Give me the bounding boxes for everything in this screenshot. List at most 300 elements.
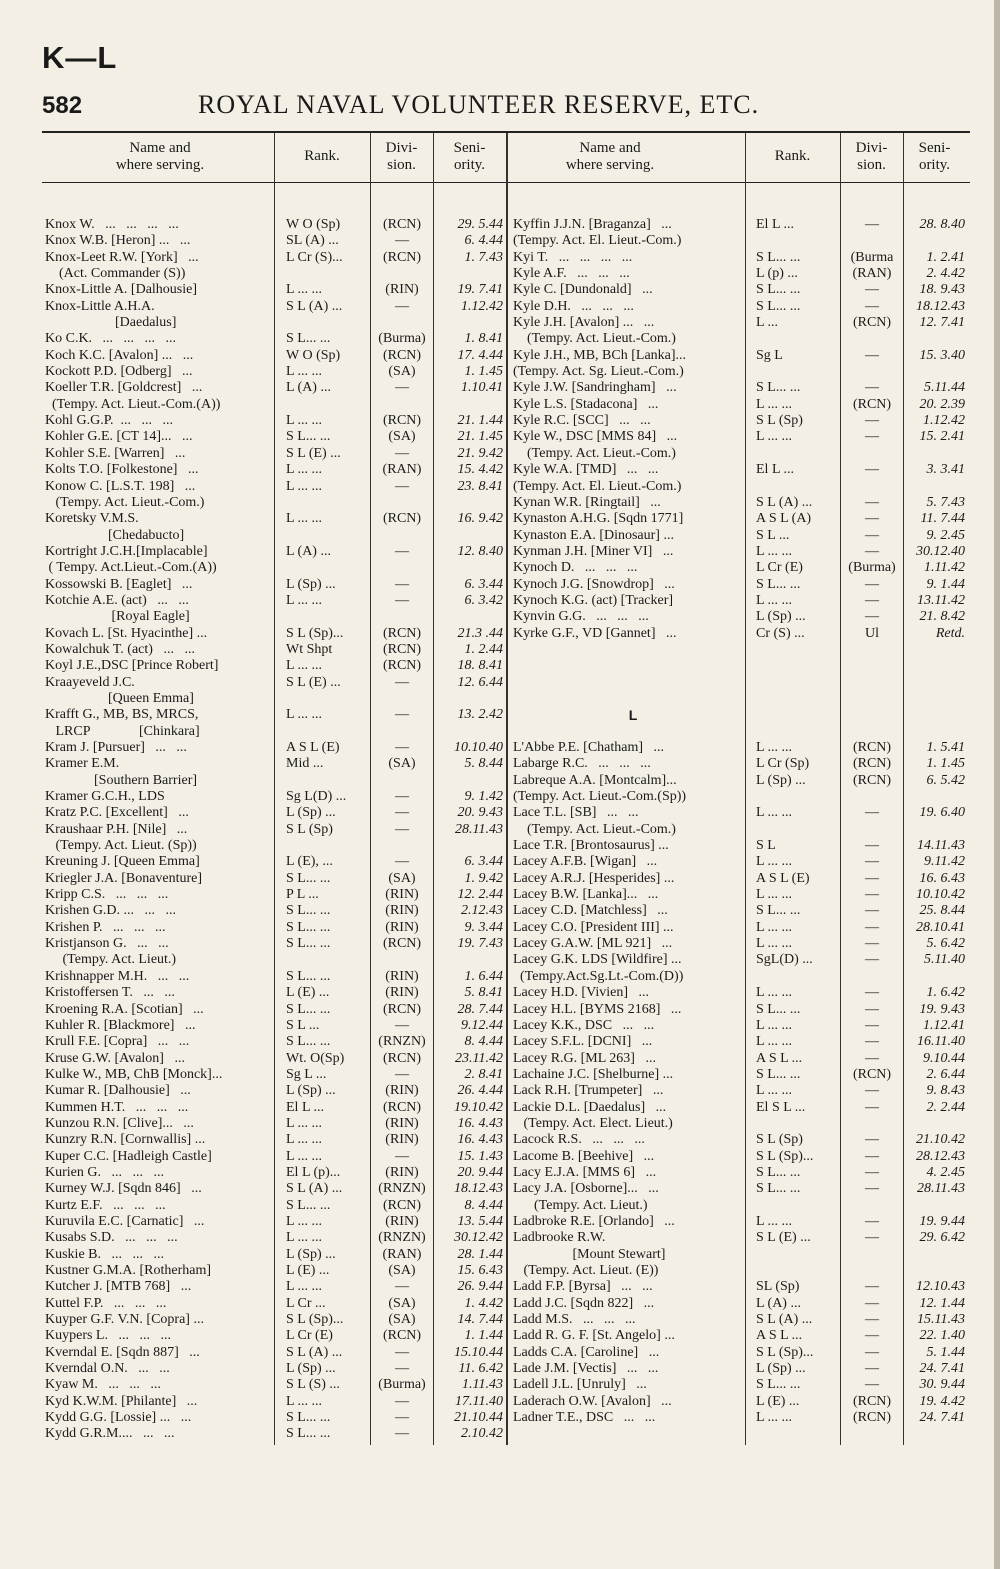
entry-seniority: 25. 8.44 xyxy=(919,903,965,919)
entry-name: Kolts T.O. [Folkestone] ... xyxy=(45,462,199,478)
entry-rank: S L (E) ... xyxy=(756,1230,811,1246)
entry-division: (RIN) xyxy=(385,1213,419,1229)
entry-name: Kurien G. ... ... ... xyxy=(45,1164,164,1180)
entry-seniority: 23.11.42 xyxy=(455,1050,503,1066)
entry-name: Labarge R.C. ... ... ... xyxy=(513,756,651,772)
entry-rank: L ... ... xyxy=(286,462,323,478)
entry-seniority: 12. 2.44 xyxy=(457,887,503,903)
entry-name: Ladd M.S. ... ... ... xyxy=(513,1312,636,1328)
entry-row xyxy=(45,1181,507,1197)
entry-row xyxy=(45,331,507,347)
entry-name: (Act. Commander (S)) xyxy=(45,266,186,282)
entry-name: Kortright J.C.H.[Implacable] xyxy=(45,543,208,559)
entry-name: Kyle J.H., MB, BCh [Lanka]... xyxy=(513,347,687,363)
entry-rank: L ... ... xyxy=(756,592,793,608)
entry-name: Krishnapper M.H. ... ... xyxy=(45,968,190,984)
entry-row xyxy=(513,1132,968,1148)
entry-row xyxy=(45,920,507,936)
entry-row xyxy=(45,593,507,609)
entry-name: Kurney W.J. [Sqdn 846] ... xyxy=(45,1181,202,1197)
entry-row xyxy=(45,740,507,756)
entry-name: Kuttel F.P. ... ... ... xyxy=(45,1295,167,1311)
entry-rank: S L (Sp)... xyxy=(286,625,344,641)
entry-division: (Burma xyxy=(850,249,894,265)
entry-seniority: 9.10.44 xyxy=(923,1050,965,1066)
entry-name: Kyffin J.J.N. [Braganza] ... xyxy=(513,217,672,232)
entry-row xyxy=(513,936,968,952)
entry-row xyxy=(45,1345,507,1361)
entry-division: — xyxy=(395,1426,409,1442)
entry-division: — xyxy=(395,821,409,837)
entry-seniority: 15.10.44 xyxy=(454,1344,503,1360)
entry-name: [Mount Stewart] xyxy=(513,1246,666,1262)
entry-rank: El L ... xyxy=(756,217,794,232)
entry-seniority: 28.12.43 xyxy=(916,1148,965,1164)
entry-rank: L ... ... xyxy=(756,854,793,870)
entry-seniority: 19. 6.40 xyxy=(919,805,965,821)
entry-division: — xyxy=(865,527,879,543)
entry-name: Lacey A.R.J. [Hesperides] ... xyxy=(513,870,675,886)
entry-division: (RCN) xyxy=(852,772,892,788)
entry-seniority: 1.10.41 xyxy=(461,380,503,396)
entry-name: Lacock R.S. ... ... ... xyxy=(513,1132,645,1148)
entry-rank: S L (A) ... xyxy=(286,298,343,314)
entry-seniority: 5.11.44 xyxy=(924,380,965,396)
entry-seniority: 18. 8.41 xyxy=(457,658,503,674)
entry-seniority: 12. 1.44 xyxy=(919,1295,965,1311)
entry-rank: S L (A) ... xyxy=(286,1181,343,1197)
entry-rank: S L... ... xyxy=(756,282,801,298)
entry-name: Lacey C.D. [Matchless] ... xyxy=(513,903,668,919)
entry-seniority: 1.12.42 xyxy=(461,298,503,314)
entry-seniority: 15.11.43 xyxy=(917,1312,965,1328)
entry-division: — xyxy=(395,592,409,608)
entry-row xyxy=(513,1312,968,1328)
entry-division: — xyxy=(865,429,879,445)
entry-row xyxy=(45,217,507,233)
entry-name: L'Abbe P.E. [Chatham] ... xyxy=(513,740,665,755)
entry-name: Kydd G.R.M.... ... ... xyxy=(45,1426,175,1442)
entry-division: (RAN) xyxy=(382,462,422,478)
entry-row xyxy=(513,1034,968,1050)
entry-seniority: 22. 1.40 xyxy=(919,1328,965,1344)
entry-row xyxy=(45,282,507,298)
entry-name: Kristoffersen T. ... ... xyxy=(45,985,175,1001)
entry-name: (Tempy. Act. Sg. Lieut.-Com.) xyxy=(513,364,684,380)
entry-division: (RNZN) xyxy=(378,1034,426,1050)
entry-name: Lachaine J.C. [Shelburne] ... xyxy=(513,1066,674,1082)
entry-seniority: 3. 3.41 xyxy=(926,462,965,478)
entry-rank: P L ... xyxy=(286,887,319,903)
entry-division: — xyxy=(395,674,409,690)
entry-name: Kuhler R. [Blackmore] ... xyxy=(45,1017,196,1033)
entry-name: (Tempy. Act. Lieut.) xyxy=(513,1197,648,1213)
entry-rank: L (E) ... xyxy=(756,1393,800,1409)
entry-row xyxy=(513,544,968,560)
entry-row xyxy=(45,871,507,887)
entry-name: Kyle J.W. [Sandringham] ... xyxy=(513,380,677,396)
entry-division: (RIN) xyxy=(385,1115,419,1131)
entry-seniority: 20. 9.43 xyxy=(457,805,503,821)
entry-rank: L ... ... xyxy=(286,1132,323,1148)
entry-name: Kraayeveld J.C. xyxy=(45,674,135,690)
entry-row xyxy=(45,985,507,1001)
page-edge xyxy=(994,0,1000,1569)
entry-division: — xyxy=(865,1181,879,1197)
entry-division: — xyxy=(865,413,879,429)
entry-division: — xyxy=(865,1099,879,1115)
entry-name: Kyaw M. ... ... ... xyxy=(45,1377,161,1393)
entry-name: Kydd G.G. [Lossie] ... ... xyxy=(45,1410,192,1426)
entry-division: (SA) xyxy=(388,1263,416,1278)
entry-row xyxy=(513,479,968,495)
entry-row xyxy=(513,397,968,413)
entry-seniority: 15. 6.43 xyxy=(457,1263,503,1278)
entry-rank: S L... ... xyxy=(286,1410,331,1426)
entry-name: (Tempy. Act. Lieut.-Com.) xyxy=(513,445,676,461)
entry-row xyxy=(513,560,968,576)
entry-seniority: 17.11.40 xyxy=(455,1393,503,1409)
entry-name: Ladds C.A. [Caroline] ... xyxy=(513,1344,660,1360)
entry-row xyxy=(513,1296,968,1312)
entry-division: — xyxy=(865,1017,879,1033)
entry-name: Kossowski B. [Eaglet] ... xyxy=(45,576,193,592)
header-division: Divi- sion. xyxy=(385,140,418,173)
entry-division: — xyxy=(865,609,879,625)
entry-name: (Tempy.Act.Sg.Lt.-Com.(D)) xyxy=(513,968,684,984)
entry-row xyxy=(45,854,507,870)
entry-row xyxy=(45,707,507,723)
entry-seniority: 30.12.42 xyxy=(454,1230,503,1246)
entry-row xyxy=(45,1263,507,1279)
entry-rank: L (Sp) ... xyxy=(286,576,336,592)
entry-row xyxy=(513,282,968,298)
entry-rank: L (E) ... xyxy=(286,1263,330,1278)
entry-name: Kummen H.T. ... ... ... xyxy=(45,1099,189,1115)
entry-division: — xyxy=(865,1230,879,1246)
entry-name: Lacey H.D. [Vivien] ... xyxy=(513,985,650,1001)
entry-row xyxy=(513,887,968,903)
entry-division: — xyxy=(865,1213,879,1229)
entry-row xyxy=(513,920,968,936)
entry-name: Kverndal E. [Sqdn 887] ... xyxy=(45,1344,200,1360)
entry-division: — xyxy=(395,1066,409,1082)
entry-name: Lack R.H. [Trumpeter] ... xyxy=(513,1083,664,1099)
entry-row xyxy=(45,658,507,674)
entry-seniority: 13.11.42 xyxy=(917,592,965,608)
entry-rank: A S L ... xyxy=(756,1050,803,1066)
entry-seniority: 11. 7.44 xyxy=(920,511,965,527)
header-name: Name and where serving. xyxy=(565,140,655,173)
entry-name: Kuper C.C. [Hadleigh Castle] xyxy=(45,1148,212,1164)
entry-seniority: Retd. xyxy=(935,625,965,641)
entry-division: (RCN) xyxy=(382,511,422,527)
entry-row xyxy=(513,985,968,1001)
entry-name: (Tempy. Act. Lieut.) xyxy=(45,952,177,968)
entry-row xyxy=(513,413,968,429)
entry-division: — xyxy=(395,445,409,461)
entry-seniority: 9. 1.44 xyxy=(926,576,965,592)
entry-seniority: 19.10.42 xyxy=(454,1099,503,1115)
entry-seniority: 5. 8.44 xyxy=(464,756,503,772)
entry-row xyxy=(513,952,968,968)
entry-name: Krishen P. ... ... ... xyxy=(45,919,166,935)
entry-row xyxy=(513,1051,968,1067)
spacer xyxy=(513,642,968,658)
entry-division: (SA) xyxy=(388,429,416,445)
entry-rank: L ... ... xyxy=(756,919,793,935)
entry-row xyxy=(45,1312,507,1328)
entry-rank: L ... ... xyxy=(756,1017,793,1033)
entry-division: (RCN) xyxy=(852,1066,892,1082)
entry-row xyxy=(513,315,968,331)
entry-row xyxy=(45,952,507,968)
entry-division: (RIN) xyxy=(385,1132,419,1148)
entry-name: Knox-Little A. [Dalhousie] xyxy=(45,282,198,298)
entry-row xyxy=(45,887,507,903)
entry-name: Kyle W., DSC [MMS 84] ... xyxy=(513,429,678,445)
entry-division: — xyxy=(865,1328,879,1344)
entry-seniority: 28.11.43 xyxy=(917,1181,965,1197)
entry-division: — xyxy=(395,1344,409,1360)
entry-rank: L ... ... xyxy=(756,936,793,952)
entry-rank: S L... ... xyxy=(756,249,801,265)
entry-seniority: 28. 1.44 xyxy=(457,1246,503,1262)
entry-division: — xyxy=(395,1393,409,1409)
entry-row xyxy=(45,1132,507,1148)
entry-rank: Cr (S) ... xyxy=(756,625,805,641)
entry-name: Ladd J.C. [Sqdn 822] ... xyxy=(513,1295,655,1311)
entry-name: Krafft G., MB, BS, MRCS, xyxy=(45,707,199,723)
entry-name: Laderach O.W. [Avalon] ... xyxy=(513,1393,672,1409)
entry-row xyxy=(45,691,507,707)
entry-division: — xyxy=(395,233,409,249)
entry-seniority: 29. 5.44 xyxy=(457,217,503,232)
entry-row xyxy=(45,397,507,413)
entry-division: (RCN) xyxy=(852,396,892,412)
entry-name: Krull F.E. [Copra] ... ... xyxy=(45,1034,190,1050)
entry-rank: S L... ... xyxy=(286,968,331,984)
entry-division: (SA) xyxy=(388,364,416,380)
entry-rank: S L (A) ... xyxy=(286,1344,343,1360)
entry-row xyxy=(45,773,507,789)
entry-row xyxy=(45,1361,507,1377)
entry-division: — xyxy=(395,789,409,805)
entry-name: Lacy E.J.A. [MMS 6] ... xyxy=(513,1164,657,1180)
entry-row xyxy=(513,511,968,527)
entry-rank: El L (p)... xyxy=(286,1164,341,1180)
entry-seniority: 9. 1.42 xyxy=(464,789,503,805)
entry-seniority: 18.12.43 xyxy=(916,298,965,314)
entry-row xyxy=(45,462,507,478)
entry-seniority: 10.10.40 xyxy=(454,740,503,755)
entry-row xyxy=(513,1394,968,1410)
entry-row xyxy=(45,577,507,593)
entry-name: Kramer E.M. xyxy=(45,756,120,772)
entry-row xyxy=(513,593,968,609)
header-rank: Rank. xyxy=(304,148,340,164)
entry-rank: SL (Sp) xyxy=(756,1279,800,1295)
entry-seniority: 2. 2.44 xyxy=(926,1099,965,1115)
entry-rank: A S L (E) xyxy=(286,740,340,755)
entry-name: Ladd F.P. [Byrsa] ... ... xyxy=(513,1279,653,1295)
entry-row xyxy=(45,413,507,429)
entry-seniority: 14. 7.44 xyxy=(457,1312,503,1328)
entry-row xyxy=(45,1198,507,1214)
entry-division: (RNZN) xyxy=(378,1230,426,1246)
entry-seniority: 21.10.42 xyxy=(916,1132,965,1148)
entry-seniority: 5. 8.41 xyxy=(464,985,503,1001)
entry-division: — xyxy=(865,838,879,854)
entry-name: Kyle D.H. ... ... ... xyxy=(513,298,634,314)
entry-rank: S L... ... xyxy=(286,1001,331,1017)
header-name: Name and where serving. xyxy=(115,140,205,173)
entry-rank: L (Sp) ... xyxy=(756,1361,806,1377)
entry-division: — xyxy=(865,903,879,919)
entry-name: Kuypers L. ... ... ... xyxy=(45,1328,171,1344)
entry-division: (RIN) xyxy=(385,1083,419,1099)
entry-name: Kyle J.H. [Avalon] ... ... xyxy=(513,315,655,331)
entry-division: — xyxy=(865,1361,879,1377)
entry-division: — xyxy=(395,1279,409,1295)
entry-division: (RCN) xyxy=(852,1393,892,1409)
entry-seniority: 17. 4.44 xyxy=(457,347,503,363)
entry-row xyxy=(45,756,507,772)
entry-seniority: 6. 4.44 xyxy=(464,233,503,249)
entry-seniority: 23. 8.41 xyxy=(457,478,503,494)
entry-rank: L (Sp) ... xyxy=(286,1246,336,1262)
entry-row xyxy=(45,1394,507,1410)
entry-rank: L ... ... xyxy=(286,1230,323,1246)
entry-row xyxy=(45,626,507,642)
entry-rank: L ... ... xyxy=(756,396,793,412)
entry-rank: S L... ... xyxy=(286,903,331,919)
entry-division: (RCN) xyxy=(852,315,892,331)
entry-division: — xyxy=(865,936,879,952)
entry-row xyxy=(513,1214,968,1230)
entry-row xyxy=(45,1214,507,1230)
entry-rank: W O (Sp) xyxy=(286,217,341,232)
entry-row xyxy=(45,1247,507,1263)
entry-rank: L ... ... xyxy=(286,282,323,298)
entry-row xyxy=(513,577,968,593)
entry-seniority: 21. 1.45 xyxy=(457,429,503,445)
entry-row xyxy=(45,1034,507,1050)
entry-seniority: 5. 7.43 xyxy=(926,494,965,510)
entry-row xyxy=(513,903,968,919)
entry-name: LRCP [Chinkara] xyxy=(45,723,200,739)
entry-name: Kuskie B. ... ... ... xyxy=(45,1246,164,1262)
entry-seniority: 18.12.43 xyxy=(454,1181,503,1197)
entry-rank: S L... ... xyxy=(286,331,331,347)
entry-seniority: 29. 6.42 xyxy=(919,1230,965,1246)
entry-division: — xyxy=(865,1083,879,1099)
entry-row xyxy=(45,609,507,625)
entry-division: (RNZN) xyxy=(378,1181,426,1197)
entry-row xyxy=(45,1296,507,1312)
entry-row xyxy=(513,380,968,396)
entry-row xyxy=(45,1328,507,1344)
entry-division: (RCN) xyxy=(382,347,422,363)
entry-row xyxy=(45,380,507,396)
entry-name: [Queen Emma] xyxy=(45,690,194,706)
entry-seniority: 28.10.41 xyxy=(916,919,965,935)
entry-division: — xyxy=(865,952,879,968)
entry-row xyxy=(513,1067,968,1083)
entry-name: Lacome B. [Beehive] ... xyxy=(513,1148,655,1164)
entry-rank: Sg L xyxy=(756,347,783,363)
entry-row xyxy=(45,1100,507,1116)
entry-rank: L ... ... xyxy=(756,805,793,821)
entry-name: Kovach L. [St. Hyacinthe] ... xyxy=(45,625,208,641)
entry-name: Kyle W.A. [TMD] ... ... xyxy=(513,462,659,478)
entry-division: — xyxy=(865,1377,879,1393)
entry-row xyxy=(45,495,507,511)
entry-row xyxy=(45,1067,507,1083)
entry-name: Kurtz E.F. ... ... ... xyxy=(45,1197,166,1213)
entry-division: (RCN) xyxy=(382,249,422,265)
entry-row xyxy=(513,1100,968,1116)
entry-row xyxy=(45,1279,507,1295)
entry-division: Ul xyxy=(865,625,879,641)
entry-row xyxy=(45,675,507,691)
entry-seniority: 20. 2.39 xyxy=(919,396,965,412)
entry-name: Knox-Leet R.W. [York] ... xyxy=(45,249,199,265)
entry-name: Koretsky V.M.S. xyxy=(45,511,139,527)
entry-rank: Mid ... xyxy=(286,756,324,772)
entry-name: Kutcher J. [MTB 768] ... xyxy=(45,1279,192,1295)
entry-row xyxy=(513,1361,968,1377)
entry-division: — xyxy=(395,740,409,755)
entry-name: Kruse G.W. [Avalon] ... xyxy=(45,1050,185,1066)
entry-seniority: 1. 2.41 xyxy=(926,249,965,265)
entry-row xyxy=(513,871,968,887)
entry-division: (RCN) xyxy=(382,936,422,952)
entry-name: Kroening R.A. [Scotian] ... xyxy=(45,1001,204,1017)
entry-rank: S L... ... xyxy=(756,1001,801,1017)
entry-seniority: 12.10.43 xyxy=(916,1279,965,1295)
entry-division: (RCN) xyxy=(382,217,422,232)
header-rank: Rank. xyxy=(774,148,811,164)
entry-rank: L ... ... xyxy=(756,985,793,1001)
entry-row xyxy=(513,626,968,642)
entry-name: Kyrke G.F., VD [Gannet] ... xyxy=(513,625,677,641)
entry-division: — xyxy=(865,1295,879,1311)
entry-seniority: 15. 3.40 xyxy=(919,347,965,363)
entry-division: (RAN) xyxy=(852,266,892,282)
entry-seniority: 19. 4.42 xyxy=(919,1393,965,1409)
entry-rank: L ... ... xyxy=(286,592,323,608)
entry-row xyxy=(513,822,968,838)
entry-rank: L (A) ... xyxy=(756,1295,801,1311)
entry-rank: L Cr (Sp) xyxy=(756,756,810,772)
entry-name: Kreuning J. [Queen Emma] xyxy=(45,854,200,870)
entry-row xyxy=(513,838,968,854)
entry-division: (RIN) xyxy=(385,903,419,919)
entry-row xyxy=(45,511,507,527)
entry-division: — xyxy=(865,511,879,527)
entry-rank: S L... ... xyxy=(286,429,331,445)
entry-rank: S L (Sp) xyxy=(756,1132,803,1148)
entry-seniority: 19. 7.41 xyxy=(457,282,503,298)
entry-row xyxy=(513,1165,968,1181)
entry-rank: S L... ... xyxy=(756,1066,801,1082)
entry-name: Labreque A.A. [Montcalm]... xyxy=(513,772,677,788)
entry-seniority: 12. 8.40 xyxy=(457,543,503,559)
entry-rank: L (A) ... xyxy=(286,380,331,396)
entry-division: (SA) xyxy=(388,756,416,772)
entry-seniority: 1. 6.44 xyxy=(464,968,503,984)
